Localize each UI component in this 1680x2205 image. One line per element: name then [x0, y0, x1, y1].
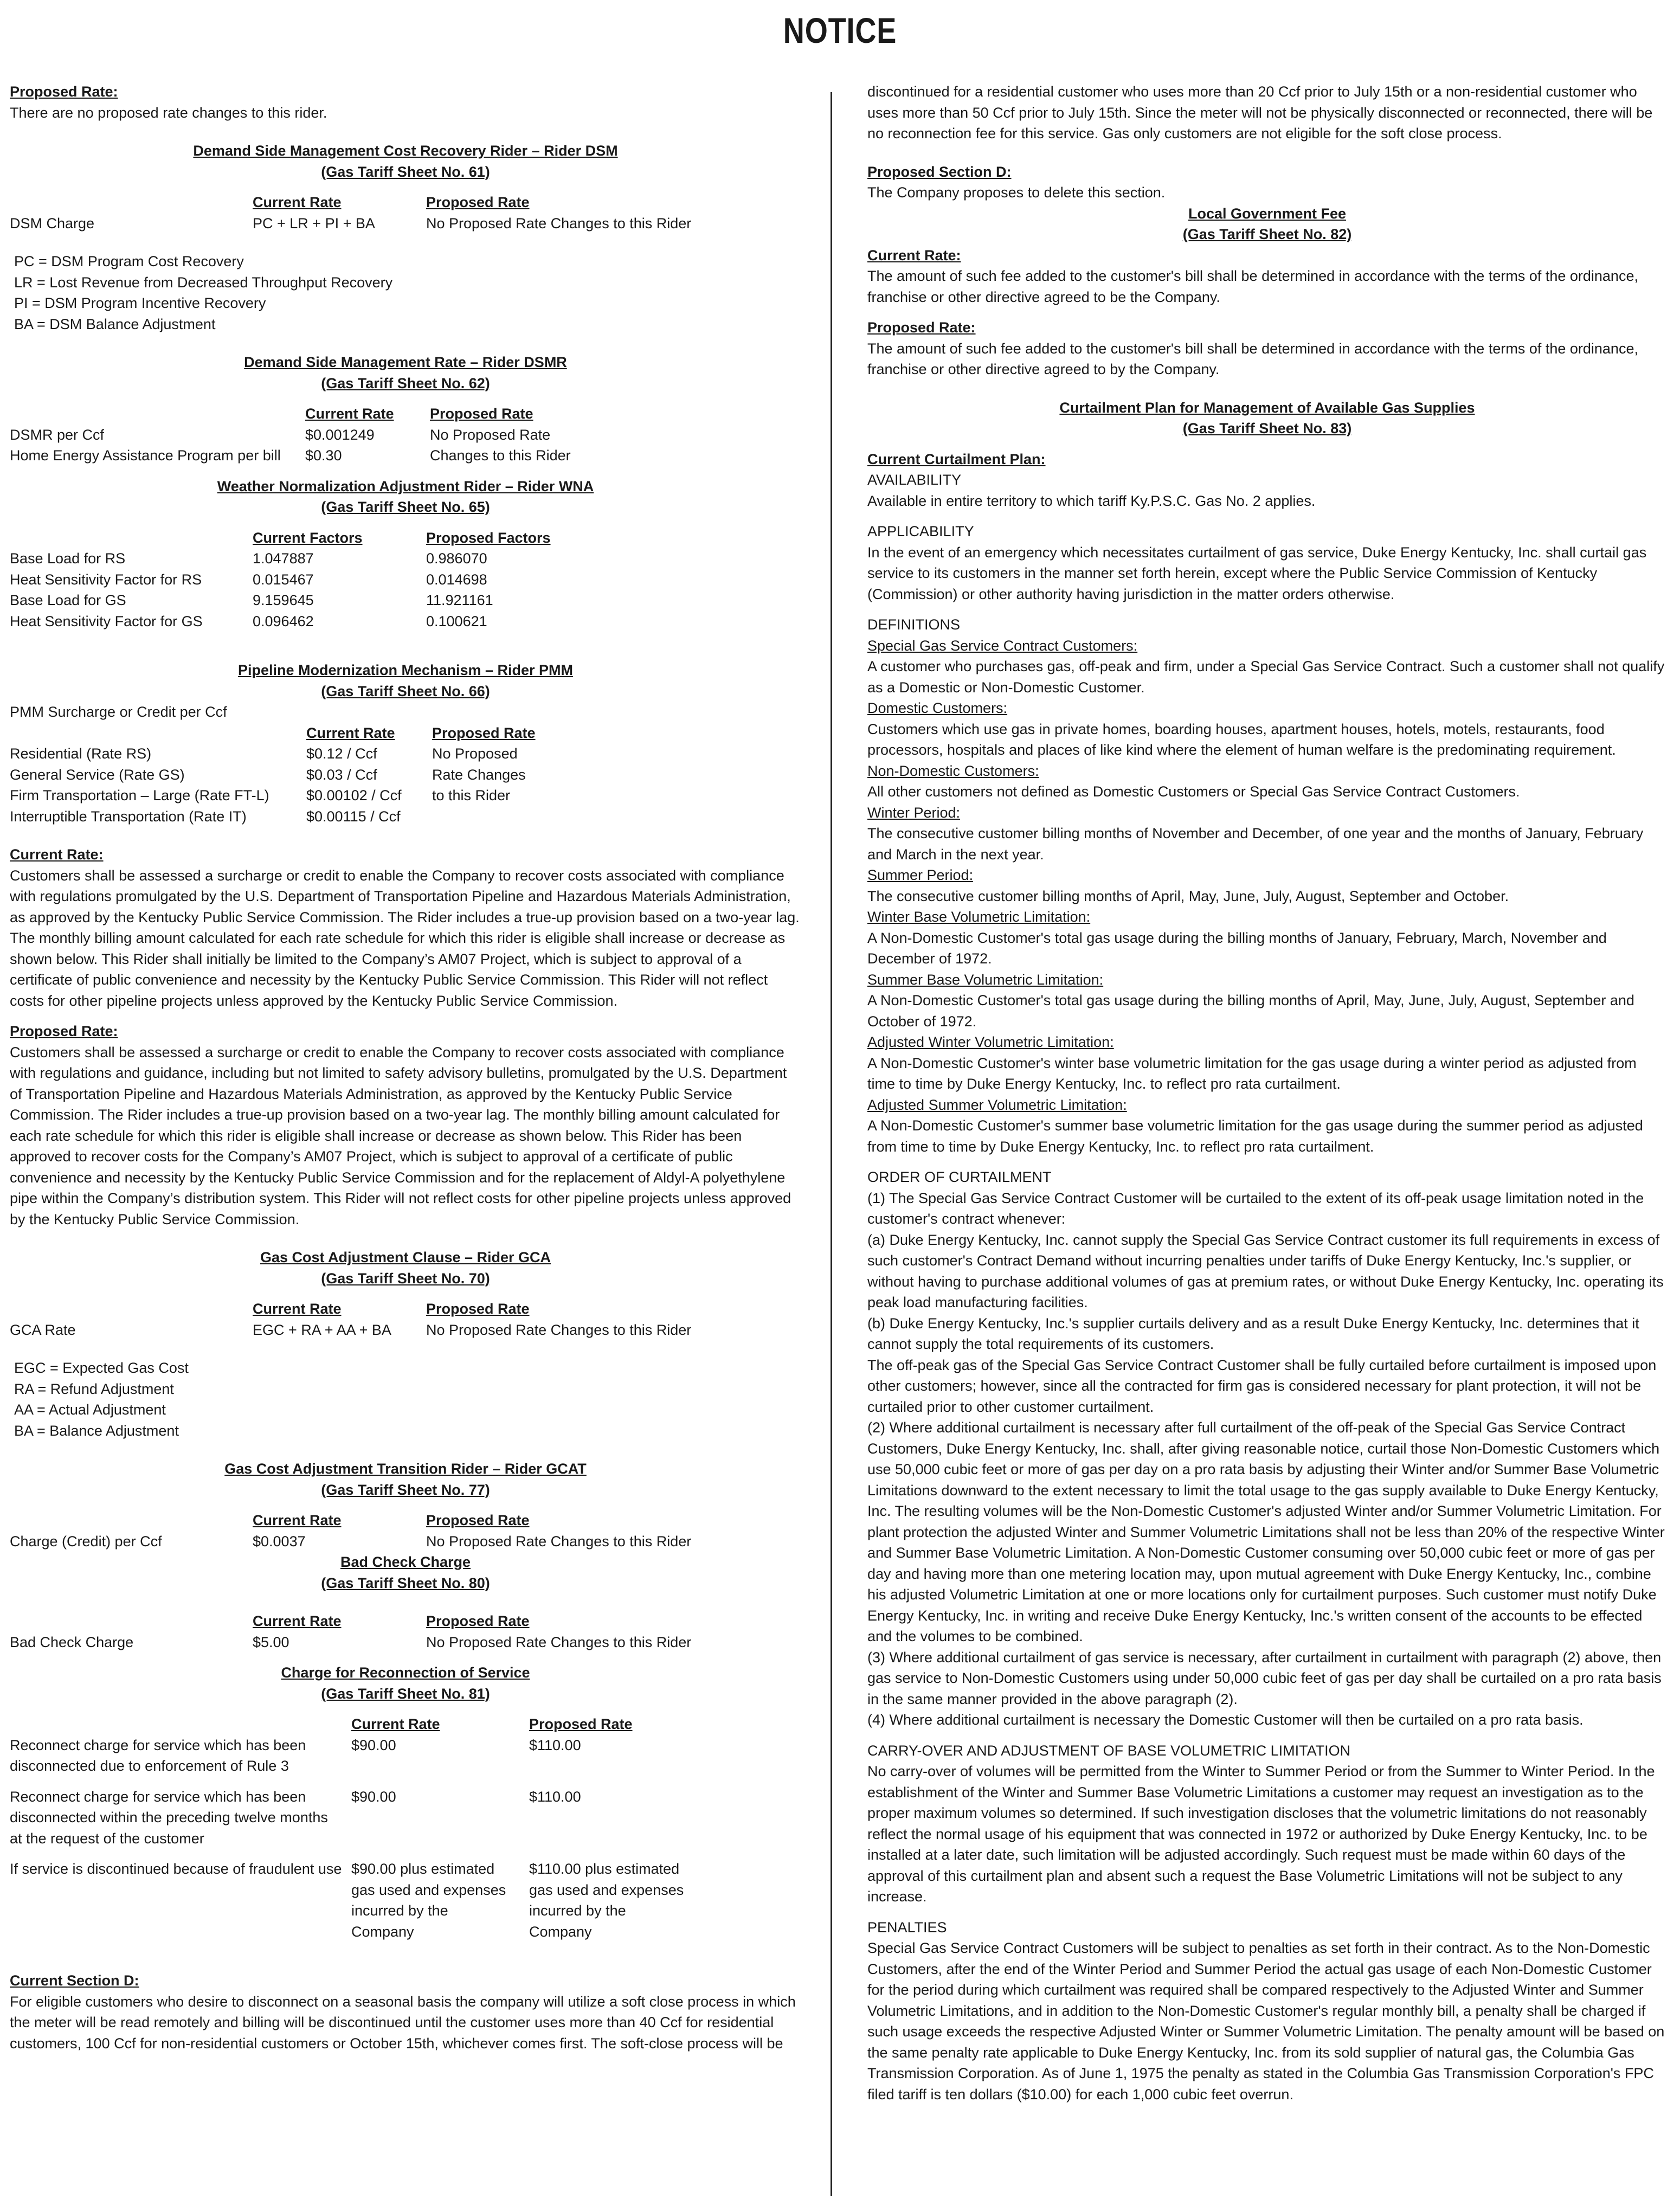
row-label: General Service (Rate GS) — [10, 766, 185, 783]
dsm-heading: Demand Side Management Cost Recovery Rider – Rider DSM — [193, 143, 618, 159]
row-current: PC + LR + PI + BA — [253, 215, 375, 232]
definitions-heading: DEFINITIONS — [867, 616, 961, 633]
column-divider — [831, 92, 832, 2196]
applicability-text: In the event of an emergency which necessitates curtailment of gas service, Duke Energy Kentucky, Inc. shall curtail gas service to its customers in the manner set forth herein, except where the Public Service Commission of Kentucky (Commission) or other authority having jurisdiction in the matter orders otherwise. — [867, 544, 1647, 602]
dsmr-subheading: (Gas Tariff Sheet No. 62) — [321, 375, 490, 391]
row-current: $0.001249 — [305, 426, 375, 443]
table-row — [10, 1735, 801, 1777]
row-proposed: 0.014698 — [426, 571, 487, 588]
row-proposed: No Proposed Rate Changes to this Rider — [426, 215, 692, 232]
col-current: Current Rate — [305, 406, 394, 422]
col-proposed: Proposed Rate — [529, 1716, 633, 1732]
definition-term: Adjusted Winter Volumetric Limitation: — [867, 1034, 1114, 1050]
row-label: Heat Sensitivity Factor for RS — [10, 571, 202, 588]
table-row — [10, 425, 801, 446]
row-label: Firm Transportation – Large (Rate FT-L) — [10, 787, 269, 803]
row-label: Bad Check Charge — [10, 1634, 134, 1650]
curtailment-plan-label: Current Curtailment Plan: — [867, 451, 1046, 467]
curtailment-subheading: (Gas Tariff Sheet No. 83) — [1182, 420, 1352, 436]
wna-subheading: (Gas Tariff Sheet No. 65) — [321, 499, 490, 515]
definition: BA = Balance Adjustment — [14, 1422, 179, 1439]
reconnect-subheading: (Gas Tariff Sheet No. 81) — [321, 1685, 490, 1702]
gcat-subheading: (Gas Tariff Sheet No. 77) — [321, 1481, 490, 1498]
pmm-current-label: Current Rate: — [10, 846, 104, 863]
order-paragraph: (3) Where additional curtailment of gas service is necessary, after curtailment in curtailment with paragraph (2) above, then gas service to Non-Domestic Customers using under 50,000 cubic feet of gas per day shall be curtailed on a pro rata basis in the same manner provided in the above paragraph (2). — [867, 1649, 1662, 1707]
row-proposed: No Proposed Rate Changes to this Rider — [426, 1634, 692, 1650]
bad-check-heading: Bad Check Charge — [340, 1554, 471, 1570]
table-row — [10, 764, 801, 786]
table-row — [10, 1859, 801, 1942]
row-proposed: Changes to this Rider — [430, 447, 571, 464]
pmm-intro: PMM Surcharge or Credit per Ccf — [10, 704, 227, 720]
pmm-proposed-text: Customers shall be assessed a surcharge or credit to enable the Company to recover costs associated with compliance with regulations and guidance, including but not limited to safety advisory bulletins, promulgated by the U.S. Department of Transportation Pipeline and Hazardous Materials Administration, as approved by the Kentucky Public Service Commission. The Rider includes a true-up provision based on a two-year lag. The monthly billing amount calculated for each rate schedule for which this rider is eligible shall increase or decrease as shown below. This Rider has been approved to recover costs for the Company’s AM07 Project, which is subject to approval of a certificate of public convenience and necessity by the Kentucky Public Service Commission and for the replacement of Aldyl-A polyethylene pipe within the Company’s distribution system. This Rider will not reflect costs for other pipeline projects unless approved by the Kentucky Public Service Commission. — [10, 1044, 791, 1227]
col-current: Current Rate — [306, 724, 395, 741]
row-current: 0.096462 — [253, 613, 314, 629]
row-current: $0.12 / Ccf — [306, 745, 377, 762]
section-d-continued: discontinued for a residential customer who uses more than 20 Ccf prior to July 15th or a non-residential customer who uses more than 50 Ccf prior to July 15th. Since the meter will not be physically disconnected or reconnected, there will be no reconnection fee for this service. Gas only customers are not eligible for the soft close process. — [867, 83, 1653, 142]
definition-text: The consecutive customer billing months of April, May, June, July, August, September and October. — [867, 888, 1509, 904]
wna-table-header — [10, 528, 801, 549]
order-paragraph: The off-peak gas of the Special Gas Service Contract Customer shall be fully curtailed before curtailment is imposed upon other customers; however, since all the contracted for firm gas is considered necessary for plant protection, it will not be curtailed prior to other customer curtailment. — [867, 1357, 1657, 1415]
gcat-row — [10, 1531, 801, 1552]
gcat-heading: Gas Cost Adjustment Transition Rider – Rider GCAT — [224, 1461, 587, 1477]
bad-check-table-header — [10, 1611, 801, 1632]
bad-check-row — [10, 1632, 801, 1653]
right-column — [867, 81, 1667, 2105]
row-proposed: $110.00 plus estimated gas used and expenses incurred by the Company — [529, 1861, 684, 1940]
row-label: Interruptible Transportation (Rate IT) — [10, 808, 247, 825]
definition-term: Adjusted Summer Volumetric Limitation: — [867, 1096, 1127, 1113]
availability-heading: AVAILABILITY — [867, 472, 962, 488]
row-current: $0.00115 / Ccf — [306, 808, 401, 825]
gcat-table-header — [10, 1510, 801, 1531]
table-row — [10, 569, 801, 590]
penalties-heading: PENALTIES — [867, 1919, 947, 1936]
lgf-proposed-label: Proposed Rate: — [867, 319, 976, 336]
page-title: NOTICE — [783, 10, 897, 50]
row-label: GCA Rate — [10, 1321, 76, 1338]
definition-term: Winter Period: — [867, 804, 961, 821]
row-label: Residential (Rate RS) — [10, 745, 152, 762]
gca-row — [10, 1320, 801, 1341]
row-label: Charge (Credit) per Ccf — [10, 1533, 162, 1550]
dsm-table-header — [10, 192, 801, 213]
dsm-row — [10, 213, 801, 234]
definition-text: All other customers not defined as Domestic Customers or Special Gas Service Contract Customers. — [867, 783, 1520, 800]
proposed-section-d-text: The Company proposes to delete this section. — [867, 184, 1166, 201]
dsmr-table-header — [10, 403, 801, 425]
order-paragraph: (b) Duke Energy Kentucky, Inc.'s supplier curtails delivery and as a result Duke Energy Kentucky, Inc. determines that it cannot supply the total requirements of its customers. — [867, 1315, 1639, 1352]
definition-text: Customers which use gas in private homes, boarding houses, apartment houses, hotels, motels, restaurants, food processors, hospitals and places of like kind where the element of human welfare is the predominating requirement. — [867, 721, 1616, 758]
table-row — [10, 611, 801, 632]
row-current: $0.00102 / Ccf — [306, 787, 402, 803]
definition-text: A customer who purchases gas, off-peak and firm, under a Special Gas Service Contract. Such a customer shall not qualify as a Domestic or Non-Domestic Customer. — [867, 658, 1665, 696]
left-column — [10, 81, 801, 2054]
row-current: $90.00 plus estimated gas used and expenses incurred by the Company — [351, 1861, 506, 1940]
row-proposed: No Proposed — [432, 745, 518, 762]
col-proposed: Proposed Rate — [426, 1512, 530, 1528]
definition-text: A Non-Domestic Customer's total gas usage during the billing months of April, May, June, July, August, September and October of 1972. — [867, 992, 1634, 1030]
definition-text: A Non-Domestic Customer's summer base volumetric limitation for the gas usage during the summer period as adjusted from time to time by Duke Energy Kentucky, Inc. to reflect pro rata curtailment. — [867, 1117, 1643, 1155]
row-proposed: No Proposed Rate — [430, 426, 551, 443]
order-paragraph: (a) Duke Energy Kentucky, Inc. cannot supply the Special Gas Service Contract customer its full requirements in excess of such customer's Contract Demand without incurring penalties under tariffs of Duke Energy Kentucky, Inc.'s supplier, or without having to purchase additional volumes of gas at premium rates, or without Duke Energy Kentucky, Inc. operating its peak load manufacturing facilities. — [867, 1231, 1664, 1310]
definition-text: A Non-Domestic Customer's total gas usage during the billing months of January, February, March, November and December of 1972. — [867, 929, 1607, 967]
definition: RA = Refund Adjustment — [14, 1380, 174, 1397]
row-label: Base Load for GS — [10, 592, 126, 608]
definition: LR = Lost Revenue from Decreased Throughput Recovery — [14, 274, 393, 291]
pmm-subheading: (Gas Tariff Sheet No. 66) — [321, 683, 490, 699]
definition: AA = Actual Adjustment — [14, 1402, 166, 1418]
col-proposed: Proposed Factors — [426, 529, 551, 546]
table-row — [10, 590, 801, 611]
bad-check-subheading: (Gas Tariff Sheet No. 80) — [321, 1574, 490, 1591]
row-label: Reconnect charge for service which has been disconnected due to enforcement of Rule 3 — [10, 1737, 306, 1774]
row-label: Heat Sensitivity Factor for GS — [10, 613, 203, 629]
row-current: $90.00 — [351, 1788, 396, 1805]
row-current: EGC + RA + AA + BA — [253, 1321, 391, 1338]
row-label: DSM Charge — [10, 215, 95, 232]
definition-term: Summer Period: — [867, 867, 974, 883]
row-proposed: $110.00 — [529, 1737, 581, 1753]
order-heading: ORDER OF CURTAILMENT — [867, 1169, 1052, 1185]
order-paragraph: (2) Where additional curtailment is necessary after full curtailment of the off-peak of the Special Gas Service Contract Customers, Duke Energy Kentucky, Inc. shall, after giving reasonable notice, curtail those Non-Domestic Customers which use 50,000 cubic feet or more of gas per day on a pro rata basis by adjusting their Winter and/or Summer Base Volumetric Limitations downward to the extent necessary to limit the total usage to the gas supply available to Duke Energy Kentucky, Inc. The resulting volumes will be the Non-Domestic Customer's adjusted Winter and/or Summer Volumetric Limitation. For plant protection the adjusted Winter and Summer Volumetric Limitations shall not be less than 20% of the respective Winter and Summer Base Volumetric Limitation. A Non-Domestic Customer consuming over 50,000 cubic feet or more of gas per day and having more than one metering location may, upon mutual agreement with Duke Energy Kentucky, Inc., combine his adjusted Volumetric Limitation at one or more locations only for curtailment purposes. Such customer must notify Duke Energy Kentucky, Inc. in writing and receive Duke Energy Kentucky, Inc.'s written consent of the accounts to be effected and the volumes to be combined. — [867, 1419, 1665, 1644]
row-proposed: No Proposed Rate Changes to this Rider — [426, 1321, 692, 1338]
dsm-subheading: (Gas Tariff Sheet No. 61) — [321, 163, 490, 180]
lgf-subheading: (Gas Tariff Sheet No. 82) — [1182, 226, 1352, 242]
definition: BA = DSM Balance Adjustment — [14, 316, 216, 332]
col-current: Current Rate — [253, 1613, 342, 1629]
pmm-table-header — [10, 723, 801, 744]
definition-term: Winter Base Volumetric Limitation: — [867, 909, 1091, 925]
row-proposed: No Proposed Rate Changes to this Rider — [426, 1533, 692, 1550]
pmm-heading: Pipeline Modernization Mechanism – Rider PMM — [237, 662, 574, 678]
table-row — [10, 445, 801, 466]
carry-over-text: No carry-over of volumes will be permitted from the Winter to Summer Period or from the Summer to Winter Period. In the establishment of the Winter and Summer Base Volumetric Limitations a customer may request an investigation as to the proper maximum volumes so determined. If such investigation discloses that the volumetric limitations do not reasonably reflect the normal usage of his equipment that was connected in 1972 or authorized by Duke Energy Kentucky, Inc. to be installed at a later date, such limitation will be adjusted accordingly. Such request must be made within 60 days of the approval of this curtailment plan and absent such a request the Base Volumetric Limitations will not be subject to any increase. — [867, 1763, 1655, 1905]
gca-subheading: (Gas Tariff Sheet No. 70) — [321, 1270, 490, 1287]
row-current: $0.0037 — [253, 1533, 306, 1550]
section-d-label: Current Section D: — [10, 1972, 139, 1989]
wna-heading: Weather Normalization Adjustment Rider – Rider WNA — [217, 478, 594, 494]
col-current: Current Rate — [253, 1512, 342, 1528]
definitions-list — [867, 635, 1667, 1158]
row-proposed: 11.921161 — [426, 592, 493, 608]
col-proposed: Proposed Rate — [426, 194, 530, 210]
col-current: Current Factors — [253, 529, 363, 546]
proposed-rate-text: There are no proposed rate changes to this rider. — [10, 104, 327, 121]
row-label: Base Load for RS — [10, 550, 126, 567]
definition-term: Domestic Customers: — [867, 700, 1008, 716]
lgf-current-label: Current Rate: — [867, 247, 961, 263]
definition-term: Special Gas Service Contract Customers: — [867, 637, 1138, 654]
definition-text: A Non-Domestic Customer's winter base volumetric limitation for the gas usage during a winter period as adjusted from time to time by Duke Energy Kentucky, Inc. to reflect pro rata curtailment. — [867, 1055, 1637, 1092]
row-current: $0.03 / Ccf — [306, 766, 377, 783]
section-d-text: For eligible customers who desire to disconnect on a seasonal basis the company will utilize a soft close process in which the meter will be read remotely and billing will be discontinued until the customer uses more than 40 Ccf for residential customers, 100 Ccf for non-residential customers or October 15th, whichever comes first. The soft-close process will be — [10, 1993, 796, 2052]
definition-text: The consecutive customer billing months of November and December, of one year and the months of January, February and March in the next year. — [867, 825, 1644, 863]
definition-term: Summer Base Volumetric Limitation: — [867, 971, 1104, 988]
row-proposed: 0.100621 — [426, 613, 487, 629]
col-current: Current Rate — [253, 194, 342, 210]
definition: EGC = Expected Gas Cost — [14, 1360, 189, 1376]
lgf-proposed-text: The amount of such fee added to the customer's bill shall be determined in accordance with the terms of the ordinance, franchise or other directive agreed to by the Company. — [867, 340, 1638, 377]
col-proposed: Proposed Rate — [426, 1301, 530, 1317]
row-current: $90.00 — [351, 1737, 396, 1753]
col-current: Current Rate — [351, 1716, 440, 1732]
reconnect-table-header — [10, 1714, 801, 1735]
dsm-definitions — [10, 251, 801, 335]
table-row — [10, 806, 801, 827]
reconnect-heading: Charge for Reconnection of Service — [281, 1664, 530, 1681]
lgf-current-text: The amount of such fee added to the customer's bill shall be determined in accordance with the terms of the ordinance, franchise or other directive agreed to be the Company. — [867, 268, 1638, 305]
definition-term: Non-Domestic Customers: — [867, 762, 1039, 779]
row-proposed: Rate Changes — [432, 766, 526, 783]
row-current: $0.30 — [305, 447, 342, 464]
dsmr-heading: Demand Side Management Rate – Rider DSMR — [244, 354, 567, 370]
penalties-text: Special Gas Service Contract Customers will be subject to penalties as set forth in their contract. As to the Non-Domestic Customers, after the end of the Winter Period and Summer Period the actual gas usage of each Non-Domestic Customer for the period during which curtailment was required shall be compared respectively to the Adjusted Winter and Summer Volumetric Limitations, and in addition to the Non-Domestic Customer's regular monthly bill, a penalty shall be charged if such usage exceeds the respective Adjusted Winter or Summer Volumetric Limitation. The penalty amount will be based on the same penalty rate applicable to Duke Energy Kentucky, Inc. from its sold supplier of natural gas, the Columbia Gas Transmission Corporation. As of June 1, 1975 the penalty as stated in the Columbia Gas Transmission Corporation's FPC filed tariff is ten dollars ($10.00) for each 1,000 cubic feet overrun. — [867, 1940, 1665, 2103]
row-label: Reconnect charge for service which has been disconnected within the preceding twelve months at the request of the customer — [10, 1788, 328, 1847]
curtailment-heading: Curtailment Plan for Management of Available Gas Supplies — [1059, 399, 1475, 416]
gca-definitions — [10, 1358, 801, 1441]
col-proposed: Proposed Rate — [430, 406, 533, 422]
table-row — [10, 548, 801, 569]
pmm-proposed-label: Proposed Rate: — [10, 1023, 118, 1039]
order-paragraph: (4) Where additional curtailment is necessary the Domestic Customer will then be curtailed on a pro rata basis. — [867, 1712, 1584, 1728]
row-label: DSMR per Ccf — [10, 426, 105, 443]
row-proposed: to this Rider — [432, 787, 511, 803]
carry-over-heading: CARRY-OVER AND ADJUSTMENT OF BASE VOLUMETRIC LIMITATION — [867, 1742, 1351, 1759]
row-label: If service is discontinued because of fraudulent use — [10, 1861, 342, 1877]
lgf-heading: Local Government Fee — [1188, 205, 1347, 222]
col-proposed: Proposed Rate — [432, 724, 536, 741]
definition: PC = DSM Program Cost Recovery — [14, 253, 244, 269]
gca-heading: Gas Cost Adjustment Clause – Rider GCA — [260, 1249, 551, 1265]
applicability-heading: APPLICABILITY — [867, 523, 974, 539]
gca-table-header — [10, 1298, 801, 1320]
col-proposed: Proposed Rate — [426, 1613, 530, 1629]
col-current: Current Rate — [253, 1301, 342, 1317]
table-row — [10, 743, 801, 764]
row-current: 1.047887 — [253, 550, 314, 567]
row-proposed: $110.00 — [529, 1788, 581, 1805]
table-row — [10, 1786, 801, 1849]
table-row — [10, 785, 801, 806]
proposed-section-d-label: Proposed Section D: — [867, 163, 1012, 180]
row-current: 9.159645 — [253, 592, 314, 608]
order-paragraph: (1) The Special Gas Service Contract Customer will be curtailed to the extent of its off-peak usage limitation noted in the customer's contract whenever: — [867, 1190, 1644, 1227]
row-proposed: 0.986070 — [426, 550, 487, 567]
row-current: 0.015467 — [253, 571, 314, 588]
row-current: $5.00 — [253, 1634, 289, 1650]
definition: PI = DSM Program Incentive Recovery — [14, 295, 266, 311]
pmm-current-text: Customers shall be assessed a surcharge or credit to enable the Company to recover costs associated with compliance with regulations promulgated by the U.S. Department of Transportation Pipeline and Hazardous Materials Administration, as approved by the Kentucky Public Service Commission. The Rider includes a true-up provision based on a two-year lag. The monthly billing amount calculated for each rate schedule for which this rider is eligible shall increase or decrease as shown below. This Rider shall initially be limited to the Company’s AM07 Project, which is subject to approval of a certificate of public convenience and necessity by the Kentucky Public Service Commission. This Rider will not reflect costs for other pipeline projects unless approved by the Kentucky Public Service Commission. — [10, 867, 800, 1009]
availability-text: Available in entire territory to which tariff Ky.P.S.C. Gas No. 2 applies. — [867, 492, 1316, 509]
row-label: Home Energy Assistance Program per bill — [10, 447, 281, 464]
proposed-rate-label: Proposed Rate: — [10, 83, 118, 100]
